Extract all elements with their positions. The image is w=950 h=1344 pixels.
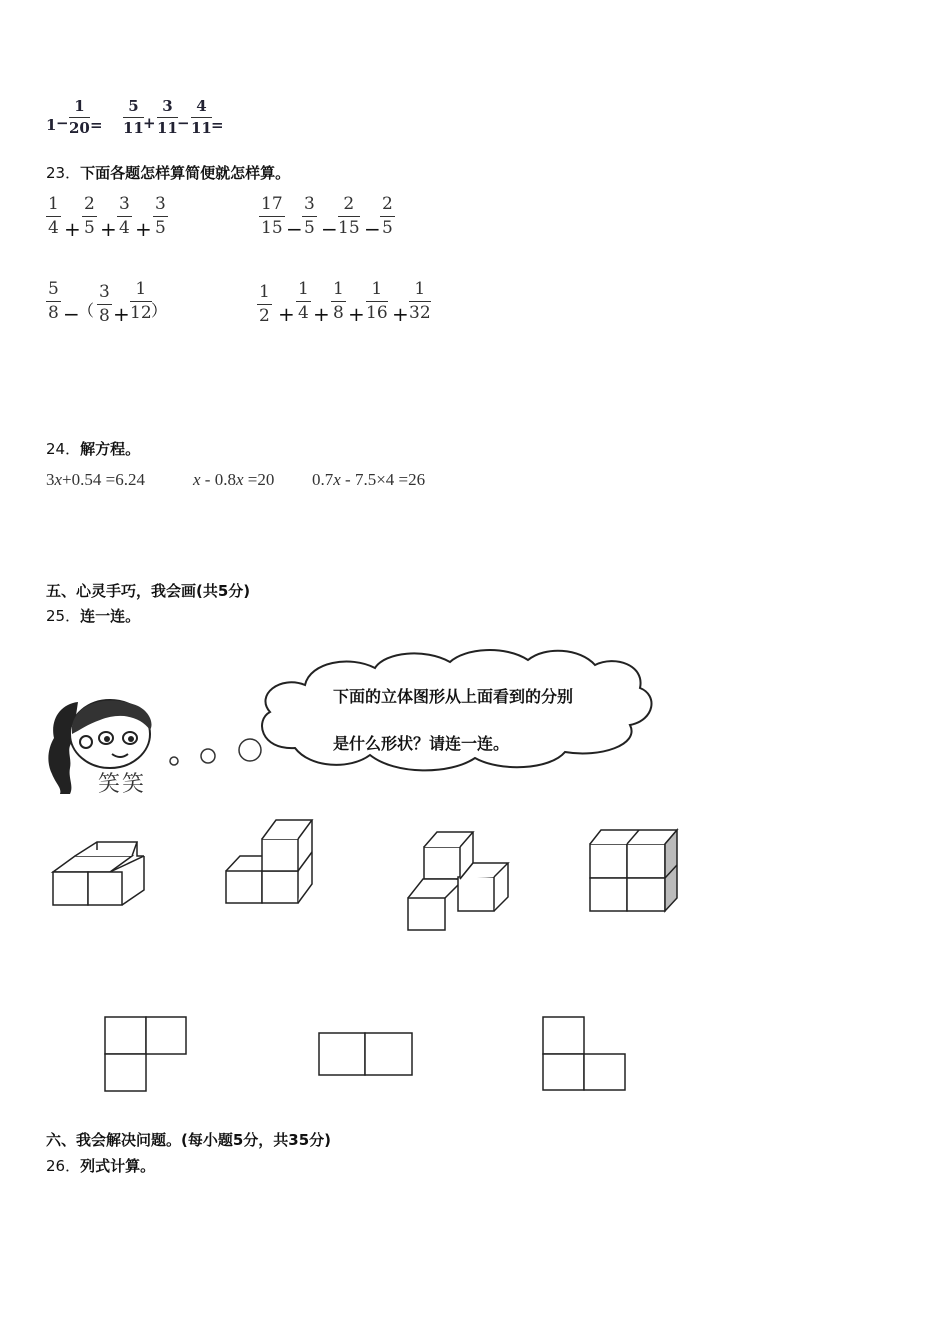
solid-figures	[40, 810, 720, 950]
question-number: 23．	[46, 164, 81, 182]
left-paren: （	[78, 301, 95, 320]
bubble-dot-small	[170, 757, 178, 765]
top-view-shapes	[90, 1005, 640, 1100]
equation-2: x - 0.8x =20	[193, 470, 275, 489]
plus-sign: +	[113, 302, 130, 326]
question-26	[46, 1155, 155, 1176]
fraction: $\frac{5}{8}$	[48, 279, 59, 323]
question-24	[46, 438, 140, 459]
girl-label: 笑笑	[98, 772, 147, 797]
fraction: $\frac{2}{5}$	[84, 194, 95, 238]
fraction: $\frac{3}{11}$	[157, 97, 178, 137]
plus-sign: +	[278, 302, 295, 326]
plus-sign: +	[348, 302, 365, 326]
fraction: $\frac{1}{16}$	[366, 279, 388, 323]
top-view-shape-2	[319, 1033, 412, 1075]
fraction: $\frac{17}{15}$	[261, 194, 283, 238]
plus-sign: +	[392, 302, 409, 326]
question-number: 25．	[46, 607, 81, 625]
question-text: 解方程。	[80, 440, 141, 458]
question-number: 24．	[46, 440, 81, 458]
fraction: $\frac{1}{20}$	[69, 97, 90, 137]
bubble-text-line-1: 下面的立体图形从上面看到的分别	[333, 687, 574, 706]
whole-one: 1	[46, 116, 57, 134]
minus-sign: −	[56, 114, 69, 132]
section-6-title: 六、我会解决问题。(每小题5分，共35分)	[46, 1131, 332, 1149]
minus-sign: −	[63, 302, 80, 326]
solid-figure-2	[226, 820, 312, 903]
fraction: $\frac{4}{11}$	[191, 97, 212, 137]
solid-figure-3	[408, 832, 508, 930]
minus-sign: −	[177, 114, 190, 132]
question-23	[46, 162, 290, 183]
question-text: 下面各题怎样算简便就怎样算。	[80, 164, 291, 182]
fraction: $\frac{1}{4}$	[298, 279, 309, 323]
fraction: $\frac{3}{5}$	[155, 194, 166, 238]
plus-sign: +	[135, 217, 152, 241]
question-25	[46, 605, 140, 626]
solid-figure-4	[590, 830, 677, 911]
thought-bubble	[160, 640, 700, 790]
fraction: $\frac{3}{4}$	[119, 194, 130, 238]
equation-3: 0.7x - 7.5×4 =26	[312, 470, 426, 489]
fraction: $\frac{1}{2}$	[259, 282, 270, 326]
minus-sign: −	[286, 217, 303, 241]
minus-sign: −	[321, 217, 338, 241]
fraction: $\frac{2}{15}$	[338, 194, 360, 238]
equals-sign: =	[211, 116, 224, 134]
question-text: 列式计算。	[80, 1157, 156, 1175]
question-text: 连一连。	[80, 607, 141, 625]
bubble-dot-medium	[201, 749, 215, 763]
fraction: $\frac{1}{12}$	[130, 279, 152, 323]
plus-sign: +	[143, 114, 156, 132]
plus-sign: +	[313, 302, 330, 326]
fraction: $\frac{1}{32}$	[409, 279, 431, 323]
minus-sign: −	[364, 217, 381, 241]
solid-figure-1	[53, 842, 144, 905]
top-view-shape-3	[543, 1017, 625, 1090]
fraction: $\frac{3}{8}$	[99, 282, 110, 326]
section-5-title: 五、心灵手巧，我会画(共5分)	[46, 582, 251, 600]
girl-ear	[80, 736, 92, 748]
plus-sign: +	[64, 217, 81, 241]
fraction: $\frac{3}{5}$	[304, 194, 315, 238]
equation-1: 3x+0.54 =6.24	[46, 470, 145, 489]
question-number: 26．	[46, 1157, 81, 1175]
right-paren: ）	[151, 301, 168, 320]
fraction: $\frac{1}{8}$	[333, 279, 344, 323]
bubble-dot-large	[239, 739, 261, 761]
fraction: $\frac{2}{5}$	[382, 194, 393, 238]
fraction: $\frac{1}{4}$	[48, 194, 59, 238]
plus-sign: +	[100, 217, 117, 241]
equals-sign: =	[90, 116, 103, 134]
bubble-text-line-2: 是什么形状？请连一连。	[333, 734, 510, 753]
top-view-shape-1	[105, 1017, 186, 1091]
fraction: $\frac{5}{11}$	[123, 97, 144, 137]
